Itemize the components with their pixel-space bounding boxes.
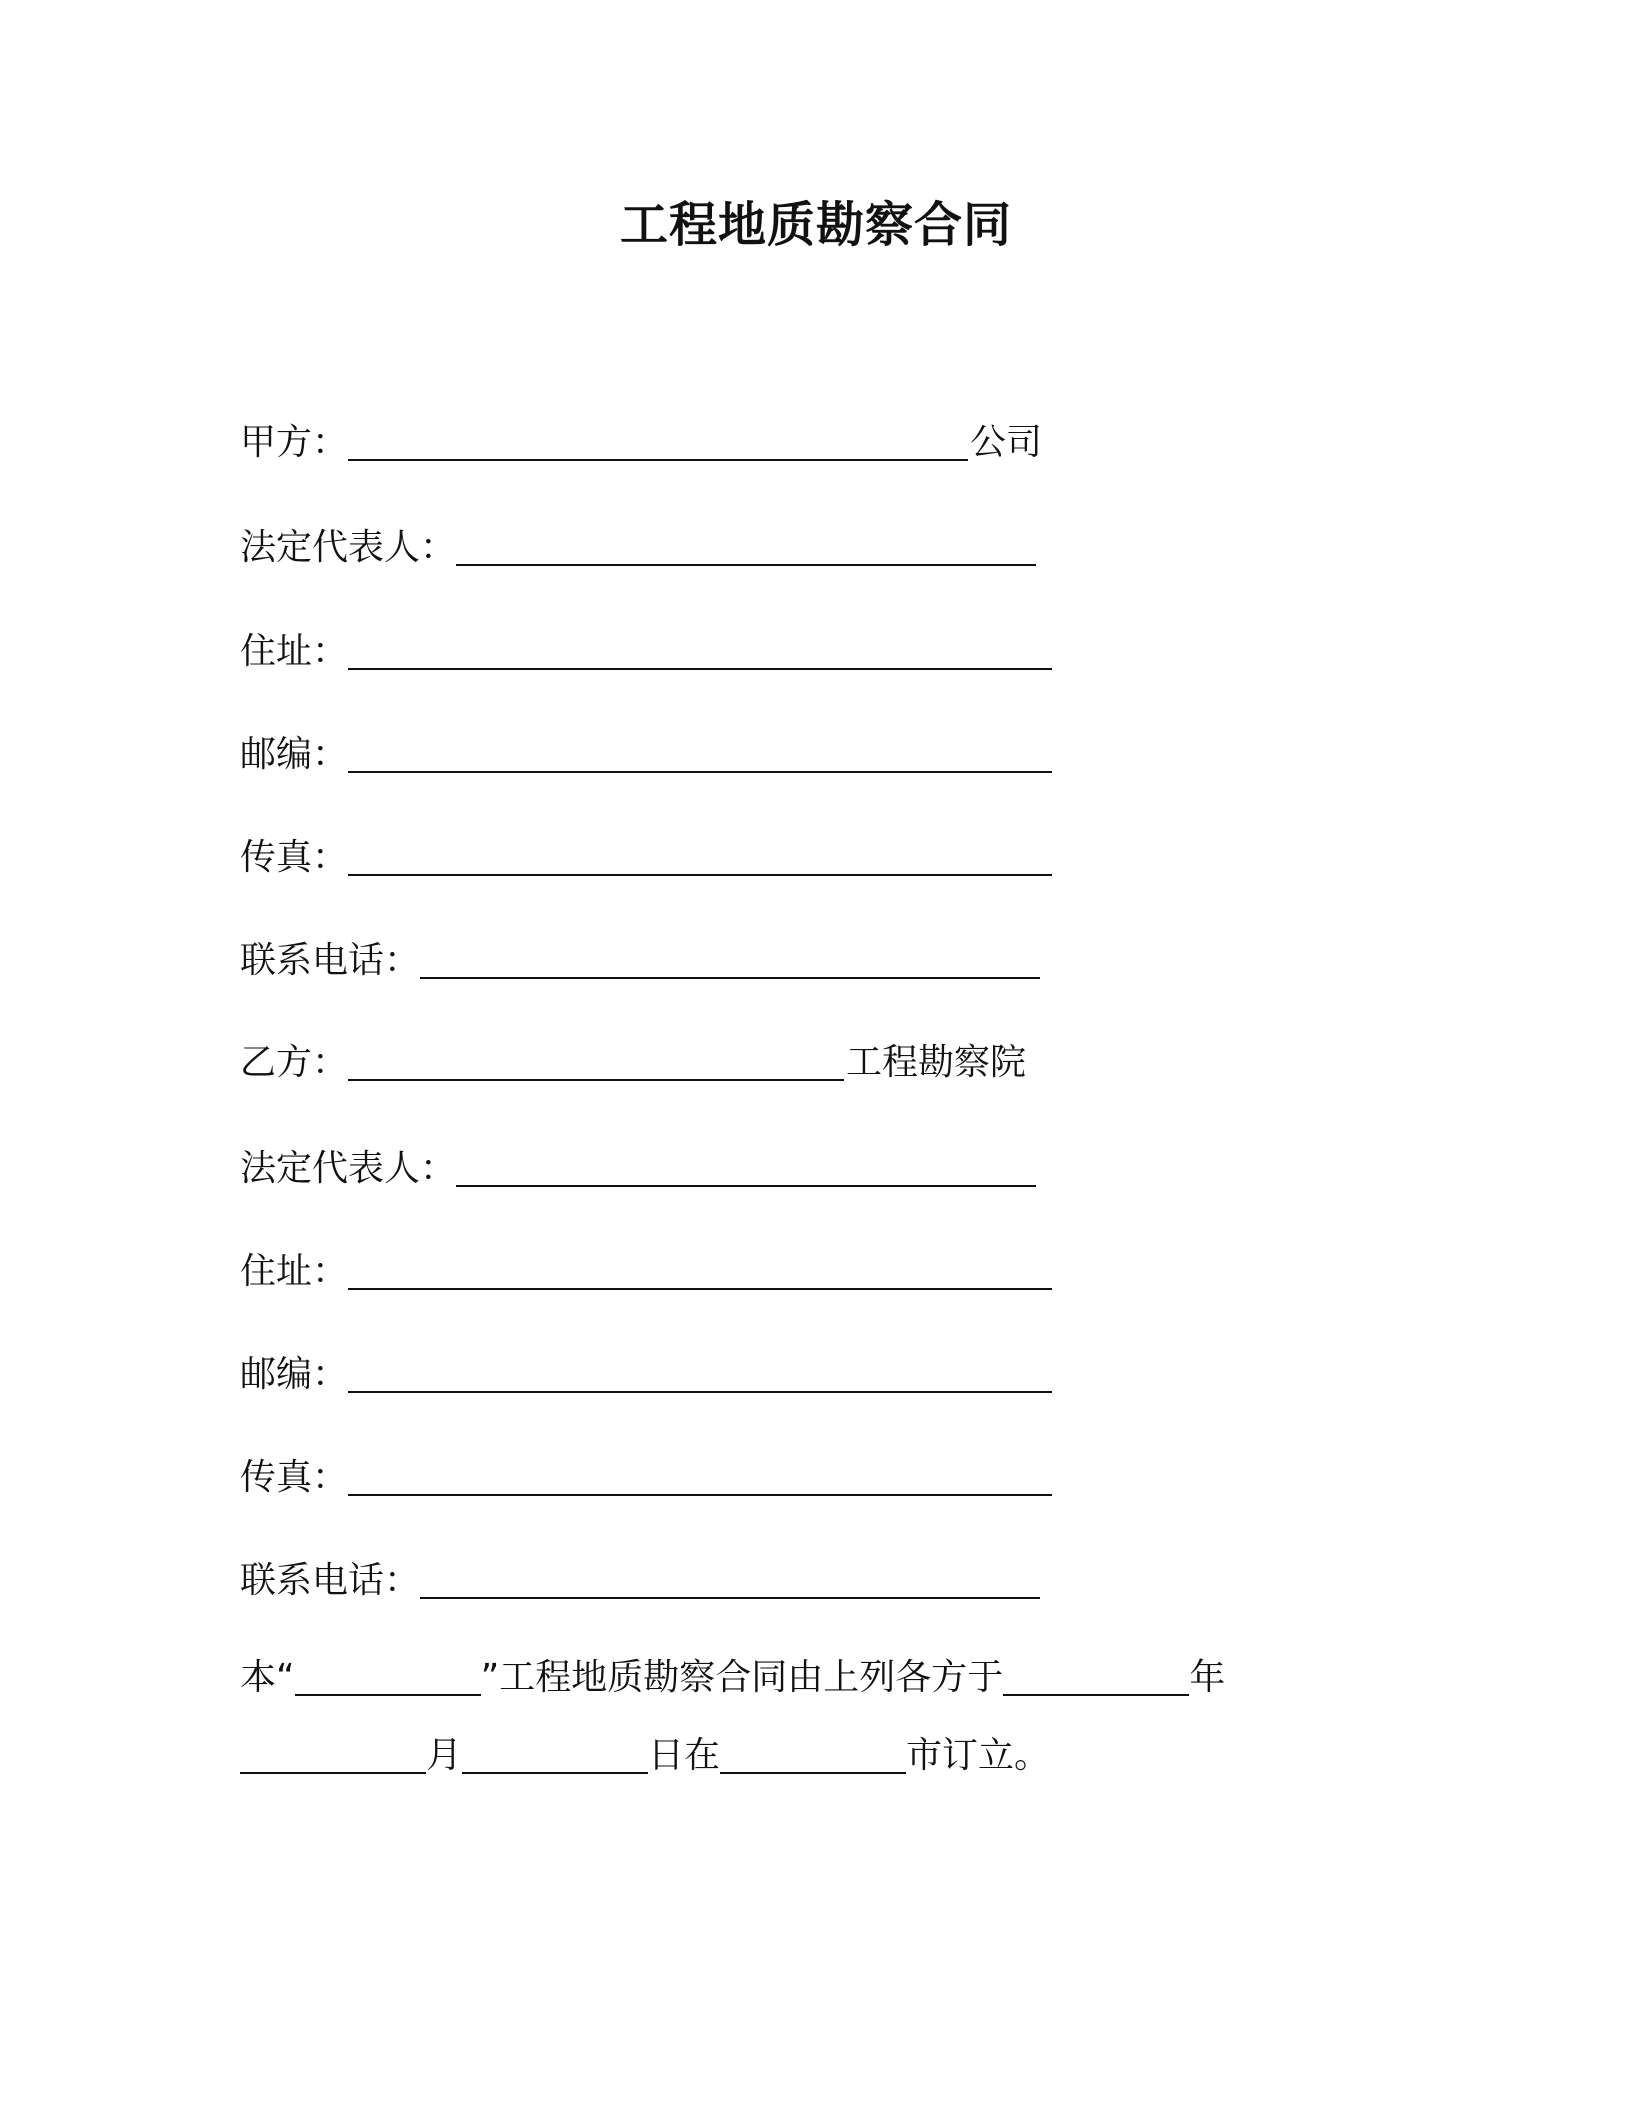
party-a-fax-blank[interactable] (348, 834, 1052, 876)
party-a-fax-field (240, 830, 1052, 886)
party-a-address-blank[interactable] (348, 628, 1052, 670)
closing-part-5: 日在 (648, 1735, 721, 1776)
party-b-postcode-field (240, 1347, 1052, 1403)
year-blank[interactable] (1003, 1654, 1189, 1696)
party-a-address-label: 住址： (240, 631, 349, 672)
project-name-blank[interactable] (295, 1654, 481, 1696)
party-b-fax-blank[interactable] (348, 1454, 1052, 1496)
party-b-name-field (240, 1035, 1026, 1091)
party-b-address-label: 住址： (240, 1251, 349, 1292)
party-b-name-label: 乙方： (240, 1042, 349, 1083)
closing-line-1 (240, 1650, 1225, 1706)
party-a-fax-label: 传真： (240, 837, 349, 878)
party-b-rep-field (240, 1141, 1036, 1197)
closing-part-1: 本“ (240, 1657, 295, 1698)
party-b-phone-label: 联系电话： (240, 1560, 421, 1601)
party-b-name-suffix: 工程勘察院 (846, 1042, 1027, 1083)
month-blank[interactable] (240, 1732, 426, 1774)
party-b-address-blank[interactable] (348, 1248, 1052, 1290)
party-a-name-field (240, 415, 1042, 471)
closing-part-2: ”工程地质勘察合同由上列各方于 (480, 1657, 1004, 1698)
party-a-phone-label: 联系电话： (240, 940, 421, 981)
party-a-rep-label: 法定代表人： (240, 527, 457, 568)
party-b-rep-label: 法定代表人： (240, 1148, 457, 1189)
party-b-postcode-blank[interactable] (348, 1351, 1052, 1393)
party-a-name-suffix: 公司 (970, 422, 1043, 463)
party-a-address-field (240, 624, 1052, 680)
party-b-name-blank[interactable] (348, 1039, 844, 1081)
party-a-name-label: 甲方： (240, 422, 349, 463)
party-a-postcode-blank[interactable] (348, 731, 1052, 773)
closing-part-3: 年 (1189, 1657, 1226, 1698)
document-title: 工程地质勘察合同 (619, 197, 1012, 253)
party-b-postcode-label: 邮编： (240, 1354, 349, 1395)
closing-line-2 (240, 1728, 1050, 1784)
party-a-phone-blank[interactable] (420, 937, 1040, 979)
party-a-rep-blank[interactable] (456, 524, 1036, 566)
party-b-rep-blank[interactable] (456, 1145, 1036, 1187)
city-blank[interactable] (720, 1732, 906, 1774)
day-blank[interactable] (462, 1732, 648, 1774)
party-b-fax-field (240, 1450, 1052, 1506)
party-a-phone-field (240, 933, 1040, 989)
party-a-postcode-label: 邮编： (240, 734, 349, 775)
closing-part-6: 市订立。 (906, 1735, 1051, 1776)
party-b-phone-blank[interactable] (420, 1557, 1040, 1599)
party-b-address-field (240, 1244, 1052, 1300)
party-a-name-blank[interactable] (348, 419, 968, 461)
party-b-fax-label: 传真： (240, 1457, 349, 1498)
party-b-phone-field (240, 1553, 1040, 1609)
party-a-rep-field (240, 520, 1036, 576)
party-a-postcode-field (240, 727, 1052, 783)
closing-part-4: 月 (426, 1735, 463, 1776)
